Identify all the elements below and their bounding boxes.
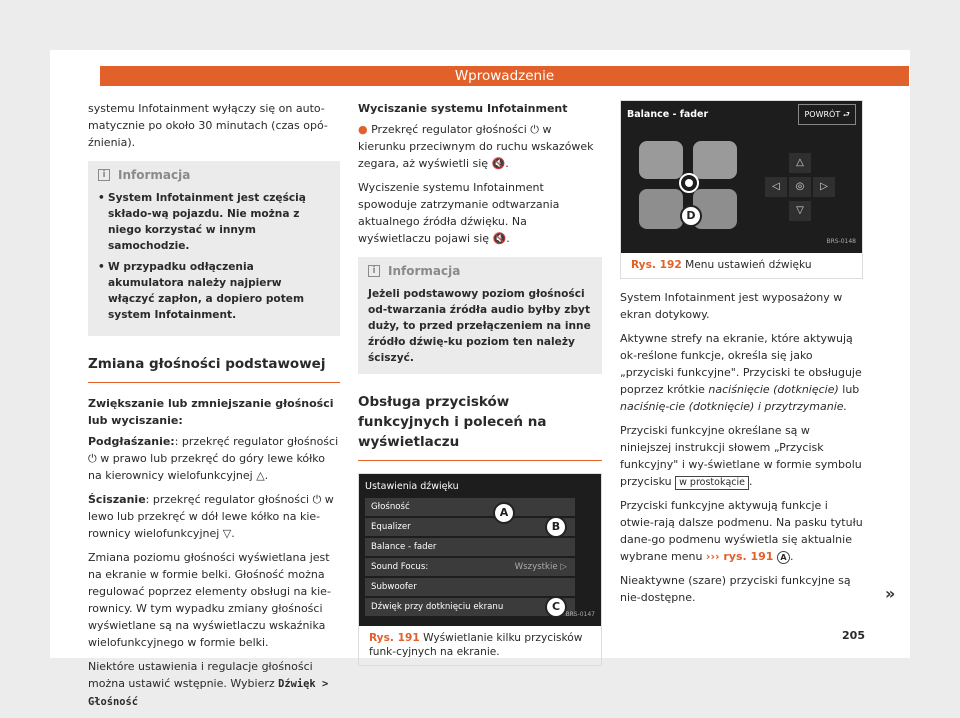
figure-191 xyxy=(358,473,602,666)
arrow-down-button[interactable]: ▽ xyxy=(789,201,811,221)
info-item: • W przypadku odłączenia akumulatora należy najpierw włączyć zapłon, a dopiero potem system Infotainment. xyxy=(98,259,330,323)
image-code: BRS-0147 xyxy=(565,611,595,618)
info-list xyxy=(98,190,330,323)
balance-fader-screen xyxy=(621,101,862,253)
triangle-up-icon: △ xyxy=(256,469,265,482)
preset-prefix: Niektóre ustawienia i regulacje głośności można ustawić wstępnie. Wybierz xyxy=(88,660,313,690)
callout-c: C xyxy=(545,596,567,618)
image-code: BRS-0148 xyxy=(826,238,856,245)
figure-reference[interactable]: ››› rys. 191 xyxy=(705,550,774,563)
column-3 xyxy=(620,100,863,613)
menu-item-balance[interactable]: Balance - fader xyxy=(365,538,575,556)
callout-b: B xyxy=(545,516,567,538)
power-icon: ⏻ xyxy=(530,123,539,136)
back-label: POWRÓT xyxy=(804,110,841,119)
column-1 xyxy=(88,100,340,718)
decrease-label: Ściszanie xyxy=(88,493,146,506)
menu-item-equalizer[interactable]: Equalizer xyxy=(365,518,575,536)
menu-path: Dźwięk > Głośność xyxy=(88,678,329,708)
info-title-text: Informacja xyxy=(118,168,191,182)
inactive-paragraph: Nieaktywne (szare) przyciski funkcyjne są nie-dostępne. xyxy=(620,574,851,604)
info-title xyxy=(98,167,330,183)
caption-number: Rys. 192 xyxy=(631,259,682,271)
mute-paragraph: Wyciszenie systemu Infotainment spowoduje zatrzymanie odtwarzania aktualnego źródła dźwięku. Na wyświetlaczu pojawi się 🔇. xyxy=(358,181,560,245)
balance-point-center xyxy=(685,179,693,187)
power-icon: ⏻ xyxy=(88,452,97,465)
info-item: • System Infotainment jest częścią składo-wą pojazdu. Nie można z niego korzystać w innym samochodzie. xyxy=(98,190,330,254)
info-box xyxy=(88,161,340,336)
sound-focus-value: Wszystkie ▷ xyxy=(514,562,567,572)
center-button[interactable]: ◎ xyxy=(789,177,811,197)
touchscreen-paragraph: System Infotainment jest wyposażony w ekran dotykowy. xyxy=(620,291,843,321)
info-icon: i xyxy=(98,169,110,181)
figure-caption xyxy=(621,253,862,278)
caption-number: Rys. 191 xyxy=(369,632,420,644)
screen-title: Balance - fader xyxy=(627,109,709,120)
column-2 xyxy=(358,100,602,666)
screen-title: Ustawienia dźwięku xyxy=(365,481,459,492)
menu-item-volume[interactable]: Głośność xyxy=(365,498,575,516)
caption-text: Menu ustawień dźwięku xyxy=(685,259,812,271)
bullet-icon: ● xyxy=(358,123,368,136)
back-button[interactable]: POWRÓT ⮐ xyxy=(798,104,856,125)
decrease-text-1: : przekręć regulator głośności xyxy=(145,493,310,506)
para-3: Przyciski funkcyjne określane są w niniejszej instrukcji słowem „Przycisk funkcyjny" i wy-świetlane w formie symbolu przycisku xyxy=(620,424,862,488)
submenu-paragraph: Przyciski funkcyjne aktywują funkcje i otwie-rają dalsze podmenu. Na pasku tytułu dane-go podmenu wyświetla się aktualnie wybrane menu ››› rys. 191 A . xyxy=(620,499,863,563)
menu-item-sound-focus[interactable] xyxy=(365,558,575,576)
increase-label: Podgłaśzanie: xyxy=(88,435,175,448)
figure-caption xyxy=(359,626,601,665)
seat-rear-left xyxy=(639,189,683,229)
arrow-up-button[interactable]: △ xyxy=(789,153,811,173)
arrow-right-button[interactable]: ▷ xyxy=(813,177,835,197)
decrease-text-2: w lewo lub przekręć w dół lewe kółko na kie-rownicy wielofunkcyjnej xyxy=(88,493,334,540)
increase-paragraph: Podgłaśzanie:: przekręć regulator głośności ⏻ w prawo lub przekręć do góry lewe kółko na kierownicy wielofunkcyjnej △. xyxy=(88,435,339,482)
decrease-paragraph: Ściszanie: przekręć regulator głośności ⏻ w lewo lub przekręć w dół lewe kółko na kie-rownicy wielofunkcyjnej ▽. xyxy=(88,493,334,540)
reference-badge: A xyxy=(777,551,790,564)
figure-192 xyxy=(620,100,863,279)
arrow-left-button[interactable]: ◁ xyxy=(765,177,787,197)
callout-d: D xyxy=(680,205,702,227)
info-box-2 xyxy=(358,257,602,374)
sound-focus-label: Sound Focus: xyxy=(371,562,429,572)
mute-bullet: ● Przekręć regulator głośności ⏻ w kierunku przeciwnym do ruchu wskazówek zegara, aż wyświetli się 🔇. xyxy=(358,123,594,170)
menu-item-subwoofer[interactable]: Subwoofer xyxy=(365,578,575,596)
page-header: Wprowadzenie xyxy=(100,66,909,86)
mute-paragraph-text: Wyciszenie systemu Infotainment spowoduje zatrzymanie odtwarzania aktualnego źródła dźwięku. Na wyświetlaczu pojawi się xyxy=(358,181,560,245)
increase-text-1: : przekręć regulator głośności xyxy=(174,435,339,448)
speaker-mute-icon: 🔇 xyxy=(491,157,506,170)
para-4-a: Przyciski funkcyjne aktywują funkcje i otwie-rają dalsze podmenu. Na pasku tytułu dane-go podmenu wyświetla się aktualnie wybrane menu xyxy=(620,499,863,563)
speaker-mute-icon: 🔇 xyxy=(492,232,507,245)
section-title-buttons: Obsługa przycisków funkcyjnych i poleceń na wyświetlaczu xyxy=(358,392,602,461)
para-2-a: Aktywne strefy na ekranie, które aktywują ok-reślone funkcje, określa się jako „przyciski funkcyjne". Przyciski te obsługuje poprzez krótkie xyxy=(620,332,862,396)
active-zones-paragraph xyxy=(620,330,863,415)
page-number: 205 xyxy=(842,629,865,642)
section-title-volume: Zmiana głośności podstawowej xyxy=(88,354,340,383)
page xyxy=(50,50,910,708)
para-2-b: lub xyxy=(842,383,860,396)
info-title-text: Informacja xyxy=(388,264,461,278)
info-icon: i xyxy=(368,265,380,277)
triangle-down-icon: ▽ xyxy=(222,527,232,540)
preset-paragraph xyxy=(88,658,340,711)
mute-title: Wyciszanie systemu Infotainment xyxy=(358,102,568,115)
mute-bullet-2: w kierunku przeciwnym do ruchu wskazówek zegara, aż wyświetli się xyxy=(358,123,594,170)
caption-text: Wyświetlanie kilku przycisków funk-cyjnych na ekranie. xyxy=(369,632,583,658)
continue-marker: » xyxy=(885,584,896,603)
para-2-em1: naciśnięcie (dotknięcie) xyxy=(708,383,839,396)
increase-text-2: w prawo lub przekręć do góry lewe kółko na kierownicy wielofunkcyjnej xyxy=(88,452,325,482)
box-label: w prostokącie xyxy=(675,476,749,490)
volume-bar-paragraph: Zmiana poziomu głośności wyświetlana jest na ekranie w formie belki. Głośność można regulować poprzez elementy obsługi na kie-rownicy. W tym wypadku zmiany głośności wyświetlane są na wyświetlaczu wskaźnika wielofunkcyjnego w formie belki. xyxy=(88,551,331,649)
callout-a: A xyxy=(493,502,515,524)
power-icon: ⏻ xyxy=(312,493,322,506)
mute-bullet-1: Przekręć regulator głośności xyxy=(371,123,527,136)
menu-item-touch-sound[interactable]: Dźwięk przy dotknięciu ekranu xyxy=(365,598,575,616)
seat-front-left xyxy=(639,141,683,179)
seat-front-right xyxy=(693,141,737,179)
sound-settings-screen xyxy=(359,474,601,626)
info-title xyxy=(368,263,592,279)
info-text: Jeżeli podstawowy poziom głośności od-twarzania źródła audio byłby zbyt duży, to przed przełączeniem na inne źródło dźwię-ku poziom ten należy ściszyć. xyxy=(368,288,591,364)
intro-paragraph: systemu Infotainment wyłączy się on auto-matycznie po około 30 minutach (czas opó-źnienia). xyxy=(88,102,328,149)
volume-subtitle: Zwiększanie lub zmniejszanie głośności lub wyciszanie: xyxy=(88,397,334,427)
para-2-em2: naciśnię-cie (dotknięcie) i przytrzymanie. xyxy=(620,400,848,413)
button-symbol-paragraph: Przyciski funkcyjne określane są w niniejszej instrukcji słowem „Przycisk funkcyjny" i wy-świetlane w formie symbolu przycisku w prostokącie . xyxy=(620,424,862,488)
